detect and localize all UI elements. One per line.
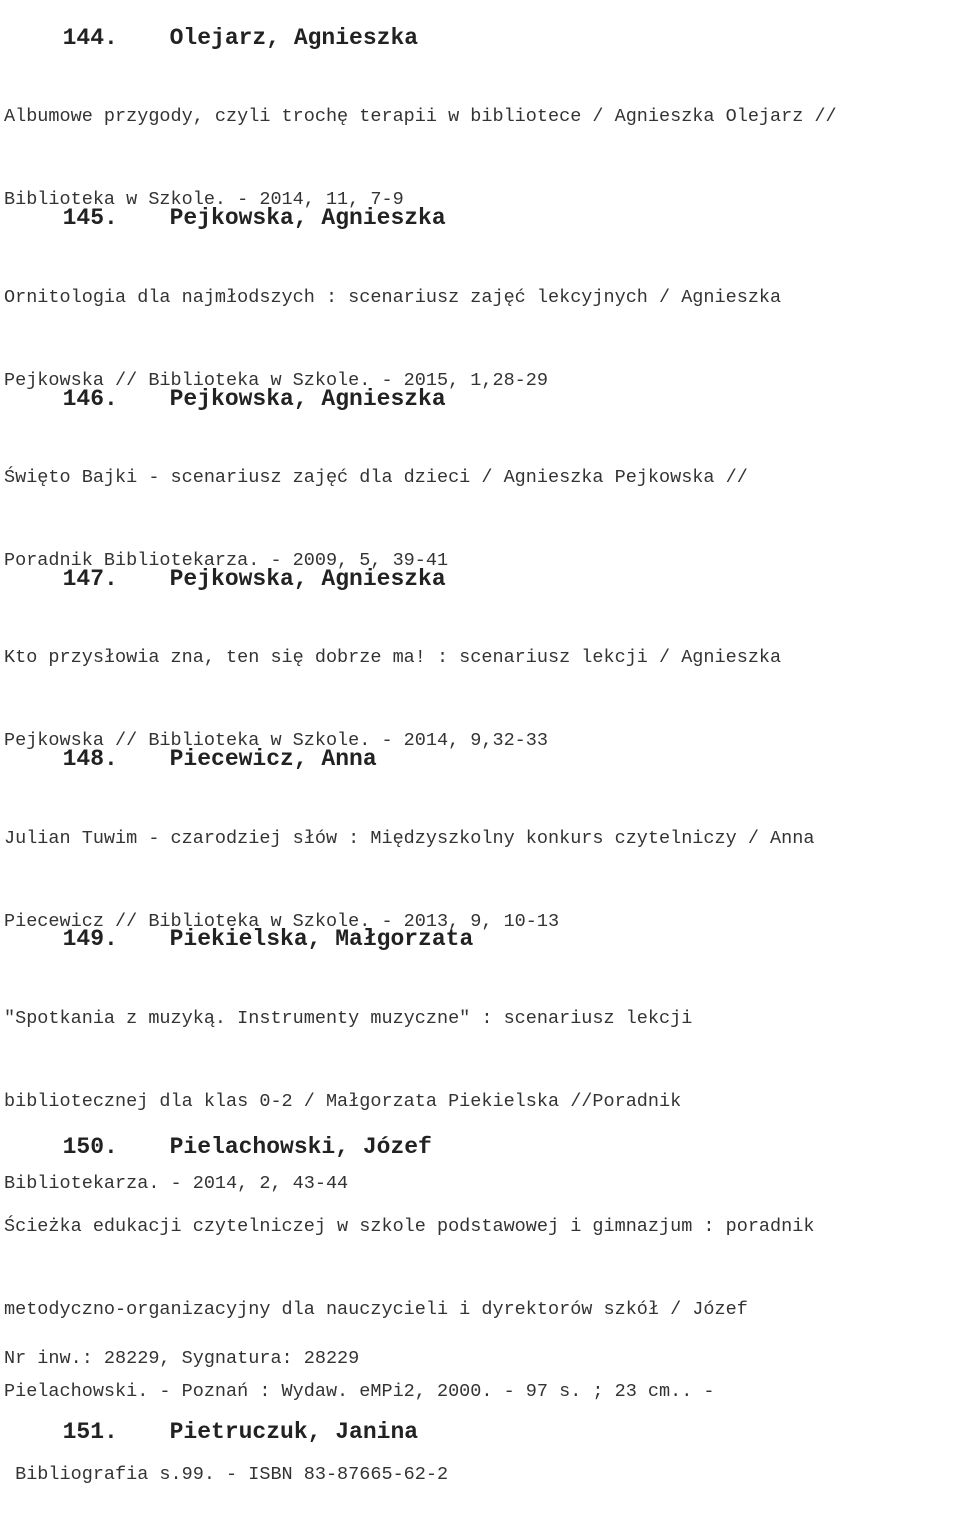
- entry-number: 149.: [62, 926, 118, 952]
- entry-line: "Spotkania z muzyką. Instrumenty muzyczne" : scenariusz lekcji: [4, 1008, 693, 1029]
- entry-author: Pielachowski, Józef: [169, 1134, 432, 1160]
- entry-heading: [35, 1390, 418, 1446]
- entry-number: 148.: [62, 746, 118, 772]
- entry-inventory: [4, 1290, 359, 1400]
- entry-line: Bibliografia s.99. - ISBN 83-87665-62-2: [4, 1463, 449, 1485]
- entry-heading: [35, 176, 446, 232]
- entry-line: Poradnik Bibliotekarza. - 2009, 5, 39-41: [4, 549, 449, 571]
- entry-author: Piekielska, Małgorzata: [169, 926, 474, 952]
- entry-heading: [35, 537, 446, 593]
- entry-line: Julian Tuwim - czarodziej słów : Międzyszkolny konkurs czytelniczy / Anna: [4, 828, 815, 849]
- entry-author: Pejkowska, Agnieszka: [169, 566, 446, 592]
- entry-heading: [35, 1105, 432, 1161]
- entry-line: Święto Bajki - scenariusz zajęć dla dzieci / Agnieszka Pejkowska //: [4, 467, 748, 488]
- entry-line: Pejkowska // Biblioteka w Szkole. - 2015, 1,28-29: [4, 369, 548, 391]
- entry-heading: [35, 357, 446, 413]
- inventory-line: Nr inw.: 28229, Sygnatura: 28229: [4, 1348, 360, 1369]
- entry-number: 146.: [62, 386, 118, 412]
- entry-number: 145.: [62, 205, 118, 231]
- entry-author: Pejkowska, Agnieszka: [169, 386, 446, 412]
- entry-line: Kto przysłowia zna, ten się dobrze ma! : scenariusz lekcji / Agnieszka: [4, 647, 782, 668]
- entry-line: bibliotecznej dla klas 0-2 / Małgorzata Piekielska //Poradnik: [4, 1090, 682, 1112]
- entry-author: Pietruczuk, Janina: [169, 1419, 419, 1445]
- entry-heading: [35, 897, 473, 953]
- entry-line: Piecewicz // Biblioteka w Szkole. - 2013, 9, 10-13: [4, 910, 560, 932]
- entry-number: 150.: [62, 1134, 118, 1160]
- entry-line: Pejkowska // Biblioteka w Szkole. - 2014, 9,32-33: [4, 729, 548, 751]
- entry-number: 151.: [62, 1419, 118, 1445]
- entry-line: Bibliotekarza. - 2014, 2, 43-44: [4, 1173, 349, 1194]
- entry-heading: [35, 717, 377, 773]
- entry-line: Ornitologia dla najmłodszych : scenariusz zajęć lekcyjnych / Agnieszka: [4, 287, 782, 308]
- entry-author: Piecewicz, Anna: [169, 746, 377, 772]
- entry-number: 147.: [62, 566, 118, 592]
- entry-line: metodyczno-organizacyjny dla nauczycieli i dyrektorów szkół / Józef: [4, 1298, 748, 1320]
- entry-heading: [35, 0, 418, 52]
- entry-line: Ścieżka edukacji czytelniczej w szkole podstawowej i gimnazjum : poradnik: [4, 1216, 815, 1237]
- entry-line: Albumowe przygody, czyli trochę terapii w bibliotece / Agnieszka Olejarz //: [4, 106, 837, 127]
- entry-author: Pejkowska, Agnieszka: [169, 205, 446, 231]
- entry-line: Pielachowski. - Poznań : Wydaw. eMPi2, 2000. - 97 s. ; 23 cm.. -: [4, 1381, 715, 1402]
- entry-number: 144.: [62, 25, 118, 51]
- entry-line: Biblioteka w Szkole. - 2014, 11, 7-9: [4, 188, 404, 210]
- entry-author: Olejarz, Agnieszka: [169, 25, 419, 51]
